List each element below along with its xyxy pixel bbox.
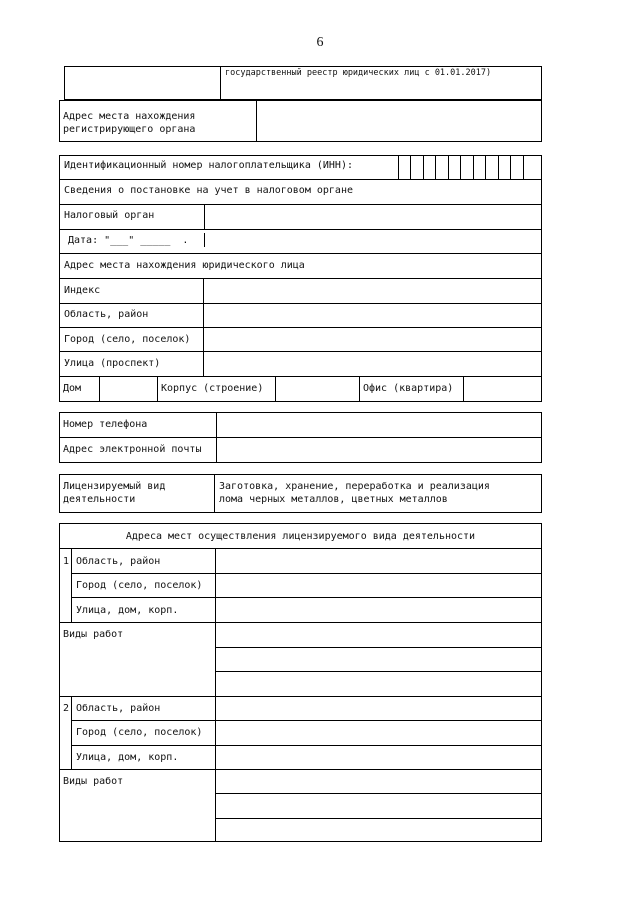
house-field[interactable] (100, 377, 157, 400)
site-number: 1 (63, 556, 70, 567)
site-region-label: Область, район (76, 556, 161, 567)
inn-cell-divider (498, 155, 499, 180)
works-line (215, 793, 542, 794)
inn-cell-divider (473, 155, 474, 180)
inn-cell-divider (485, 155, 486, 180)
city-label: Город (село, поселок) (64, 334, 191, 345)
registering-authority-address-field[interactable] (257, 101, 541, 141)
phone-field[interactable] (217, 413, 541, 436)
site-number-divider (71, 696, 72, 769)
row-divider (59, 179, 542, 180)
street-label: Улица (проспект) (64, 358, 161, 369)
site-city-field[interactable] (216, 574, 541, 597)
city-field[interactable] (204, 328, 541, 351)
inn-cell-divider (448, 155, 449, 180)
inn-cell-divider (460, 155, 461, 180)
postal-index-field[interactable] (204, 279, 541, 302)
site-works-label: Виды работ (63, 776, 124, 787)
site-city-field[interactable] (216, 721, 541, 744)
registration-date-divider (204, 233, 205, 247)
inn-cell-divider (423, 155, 424, 180)
site-region-field[interactable] (216, 697, 541, 720)
site-street-label: Улица, дом, корп. (76, 752, 179, 763)
registration-date-label: Дата: "___" _____ . (68, 235, 189, 246)
site-works-label: Виды работ (63, 629, 124, 640)
tax-authority-field[interactable] (205, 205, 541, 228)
locations-heading: Адреса мест осуществления лицензируемого вида деятельности (125, 531, 476, 542)
registering-authority-address-label: Адрес места нахождения регистрирующего органа (63, 111, 196, 135)
works-line (215, 818, 542, 819)
registration-date-field[interactable] (110, 232, 200, 248)
site-street-field[interactable] (216, 598, 541, 621)
tax-authority-label: Налоговый орган (64, 210, 155, 221)
phone-label: Номер телефона (63, 419, 148, 430)
premises-divider (359, 376, 360, 401)
row-divider (59, 253, 542, 254)
office-label: Офис (квартира) (363, 383, 454, 394)
inn-cell-divider (398, 155, 399, 180)
licensed-activity-value: Заготовка, хранение, переработка и реализация лома черных металлов, цветных металлов (219, 481, 490, 505)
registry-note-divider (220, 66, 221, 100)
works-line (215, 671, 542, 672)
premises-divider (157, 376, 158, 401)
building-label: Корпус (строение) (161, 383, 264, 394)
street-field[interactable] (204, 352, 541, 375)
postal-index-label: Индекс (64, 285, 101, 296)
house-label: Дом (63, 383, 82, 394)
works-line (215, 647, 542, 648)
registry-note-text: государственный реестр юридических лиц с 01.01.2017) (225, 68, 492, 78)
site-city-label: Город (село, поселок) (76, 580, 203, 591)
email-label: Адрес электронной почты (63, 444, 202, 455)
inn-label: Идентификационный номер налогоплательщика (ИНН): (64, 160, 353, 171)
license-divider (214, 474, 215, 513)
inn-cell-divider (410, 155, 411, 180)
region-district-field[interactable] (204, 304, 541, 327)
site-city-label: Город (село, поселок) (76, 727, 203, 738)
inn-cell-divider (510, 155, 511, 180)
site-number-divider (71, 548, 72, 622)
email-field[interactable] (217, 438, 541, 462)
office-field[interactable] (464, 377, 541, 400)
tax-registration-label: Сведения о постановке на учет в налоговом органе (64, 185, 353, 196)
site-region-field[interactable] (216, 549, 541, 572)
site-works-field[interactable] (216, 623, 541, 695)
inn-cell-divider (435, 155, 436, 180)
row-divider (59, 229, 542, 230)
page-number: 6 (316, 35, 324, 50)
region-district-label: Область, район (64, 309, 149, 320)
site-works-field[interactable] (216, 770, 541, 841)
legal-address-heading: Адрес места нахождения юридического лица (64, 260, 305, 271)
site-number: 2 (63, 703, 70, 714)
site-street-label: Улица, дом, корп. (76, 605, 179, 616)
licensed-activity-label: Лицензируемый вид деятельности (63, 481, 166, 505)
site-region-label: Область, район (76, 703, 161, 714)
site-street-field[interactable] (216, 746, 541, 768)
building-field[interactable] (276, 377, 359, 400)
inn-cell-divider (523, 155, 524, 180)
